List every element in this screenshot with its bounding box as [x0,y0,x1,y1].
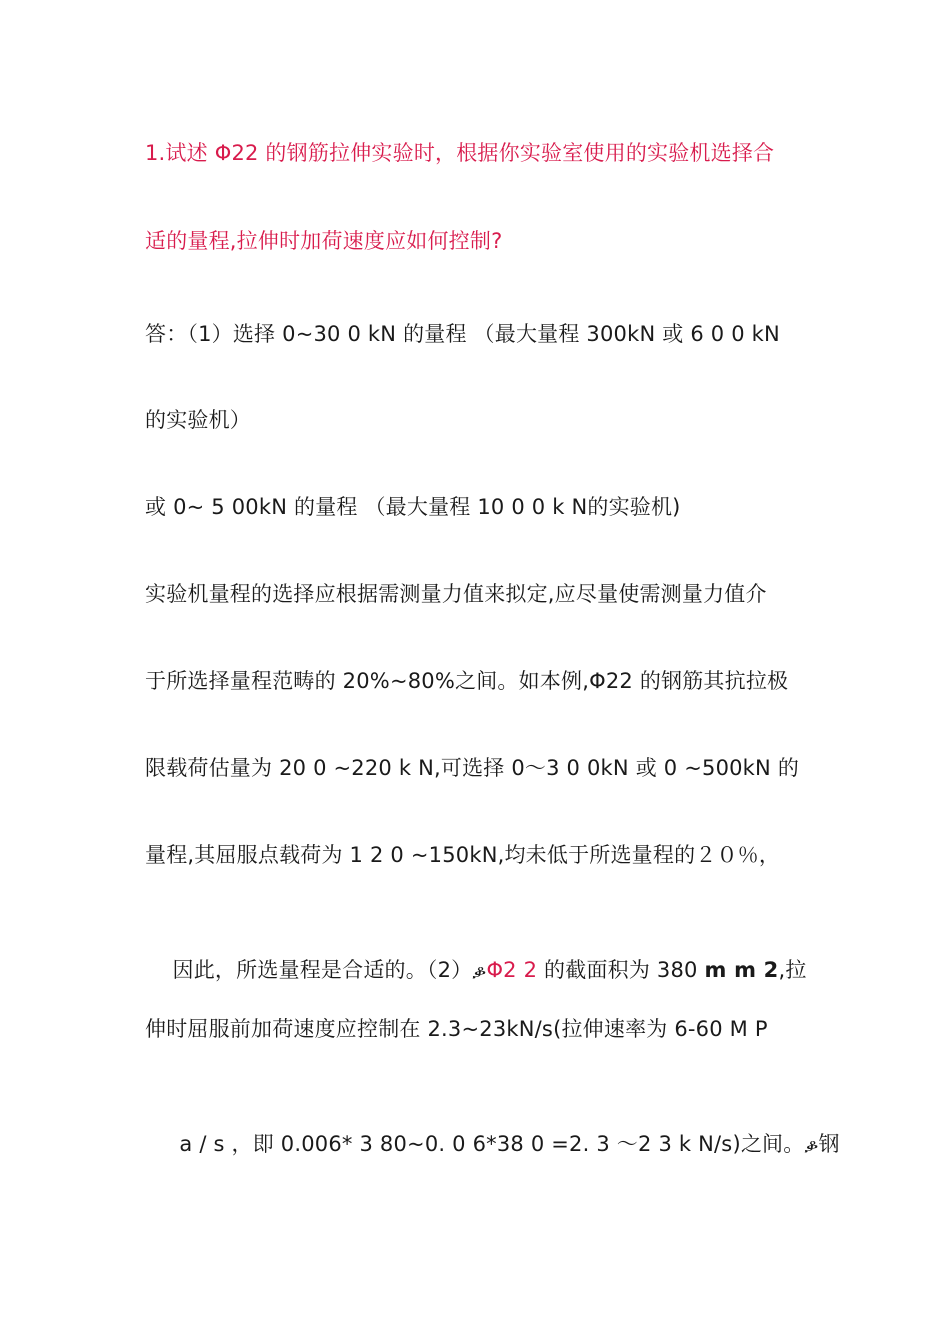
rebar-diameter-highlight: Φ2 2 [486,958,538,982]
answer-line-7: 量程,其屈服点载荷为 1 2 0 ~150kN,均未低于所选量程的２０％， [145,843,781,867]
answer-line-8-text-a: 因此，所选量程是合适的。（2） [172,958,473,982]
answer-line-1: 答：（1）选择 0~30 0 kN 的量程 （最大量程 300kN 或 6 0 0 kN [145,322,780,346]
answer-line-10-text-b: 钢 [818,1132,840,1156]
answer-line-3: 或 0~ 5 00kN 的量程 （最大量程 10 0 0 k N的实验机) [145,495,681,519]
answer-line-8 [145,928,807,1014]
answer-line-5: 于所选择量程范畴的 20%~80%之间。如本例,Φ22 的钢筋其抗拉极 [145,669,789,693]
question-line-2: 适的量程,拉伸时加荷速度应如何控制? [145,229,503,253]
answer-line-8-text-b: 的截面积为 380 [537,958,705,982]
bullet-symbol: ቇ [804,1135,819,1156]
answer-line-10-text-a: a / s ，即 0.006* 3 80~0. 0 6*38 0 =2. 3 ～2 3 k N/s)之间。 [172,1132,805,1156]
area-unit: m m 2 [704,958,779,982]
answer-line-10 [145,1102,840,1188]
answer-line-4: 实验机量程的选择应根据需测量力值来拟定,应尽量使需测量力值介 [145,582,767,606]
answer-line-9: 伸时屈服前加荷速度应控制在 2.3~23kN/s(拉伸速率为 6-60 M P [145,1017,768,1041]
answer-line-6: 限载荷估量为 20 0 ~220 k N,可选择 0～3 0 0kN 或 0 ~500kN 的 [145,756,800,780]
question-line-1: 1.试述 Φ22 的钢筋拉伸实验时，根据你实验室使用的实验机选择合 [145,141,775,165]
answer-line-8-text-c: ,拉 [778,958,807,982]
answer-line-2: 的实验机） [145,408,251,432]
bullet-symbol: ቇ [472,961,487,982]
